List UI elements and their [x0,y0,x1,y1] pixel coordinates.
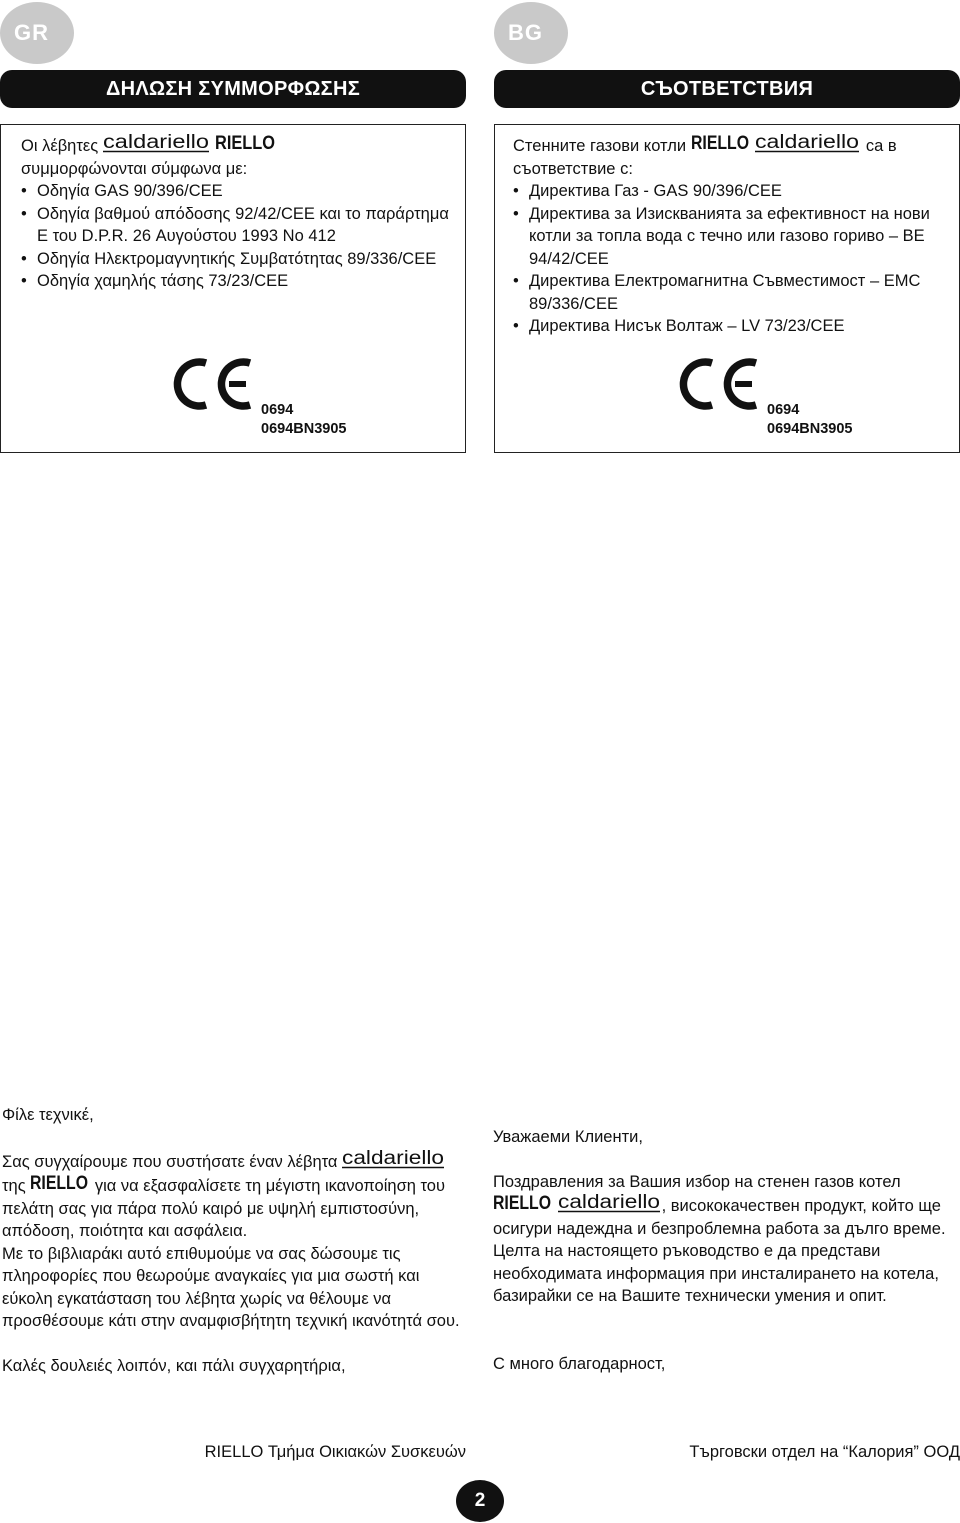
certificate-code: 0694BN3905 [261,421,347,437]
declaration-intro: Οι λέβητες caldariello RIELLO συμμορφώνονται σύμφωνα με: [21,132,276,178]
directive-item: • Οδηγία βαθμού απόδοσης 92/42/CEE και το παράρτημα E του D.P.R. 26 Αυγούστου 1993 No 412 [21,203,451,248]
riello-logo [691,133,751,153]
svg-text:RIELLO: RIELLO [493,1193,551,1214]
directive-list [513,180,945,338]
letter-paragraph: Целта на настоящето ръководство е да представи необходимата информация при инсталирането на котела, базирайки се на Вашите технически умения и опит. [493,1242,939,1305]
declaration-intro: Стенните газови котли RIELLO caldariello са в съответствие с: [513,132,897,178]
letter-greeting: Φίλε τεχνικέ, [2,1106,94,1124]
language-badge-gr: GR [0,2,74,64]
svg-text:RIELLO: RIELLO [215,133,276,154]
directive-item: • Директива Нисък Волтаж – LV 73/23/CEE [513,315,945,338]
letter-paragraph: Σας συγχαίρουμε που συστήσατε έναν λέβητα caldariello της RIELLO για να εξασφαλίσετε τη μέγιστη ικανοποίηση του πελάτη σας για πάρα πολύ καιρό με υψηλή εμπιστοσύνη, απόδοση, ποιότητα και ασφάλεια. [2,1147,445,1240]
notified-body-number: 0694 [767,402,800,418]
riello-logo [215,133,277,153]
letter-greek [2,1104,468,1377]
svg-text:caldariello: caldariello [102,132,209,153]
svg-text:caldariello: caldariello [342,1147,445,1169]
letter-bulgarian [493,1126,960,1375]
letter-paragraph: Поздравления за Вашия избор на стенен газов котел RIELLO caldariello , висококачествен продукт, който ще осигури надеждна и безпроблемна работа за дълго време. [493,1172,946,1238]
svg-text:caldariello: caldariello [557,1192,660,1213]
svg-text:RIELLO: RIELLO [30,1173,89,1194]
caldariello-logo [342,1149,446,1169]
ce-marking [681,355,881,445]
riello-logo [30,1173,90,1193]
letter-closing: Καλές δουλειές λοιπόν, και πάλι συγχαρητήρια, [2,1356,346,1375]
section-header-declaration: ΔΗΛΩΣΗ ΣΥΜΜΟΡΦΩΣΗΣ [0,70,466,108]
certificate-code: 0694BN3905 [767,421,853,437]
caldariello-logo [103,133,211,153]
directive-item: • Οδηγία χαμηλής τάσης 73/23/CEE [21,270,451,293]
directive-item: • Директива Електромагнитна Съвместимост – EMC 89/336/CEE [513,270,945,315]
letter-signature: RIELLO Τμήμα Οικιακών Συσκευών [204,1443,466,1461]
notified-body-number: 0694 [261,402,294,418]
page-number: 2 [456,1480,504,1522]
caldariello-logo [558,1193,662,1213]
ce-mark-icon [681,355,761,413]
directive-item: • Οδηγία GAS 90/396/CEE [21,180,451,203]
directive-item: • Директива Газ - GAS 90/396/CEE [513,180,945,203]
declaration-box [494,124,960,453]
directive-list [21,180,451,293]
section-header-declaration: СЪОТВЕТСТВИЯ [494,70,960,108]
language-badge-bg: BG [494,2,568,64]
caldariello-logo [755,133,861,153]
declaration-box [0,124,466,453]
letter-closing: С много благодарност, [493,1354,666,1373]
letter-paragraph: Με το βιβλιαράκι αυτό επιθυμούμε να σας δώσουμε τις πληροφορίες που θεωρούμε αναγκαίες για μια σωστή και εύκολη εγκατάσταση του λέβητα χωρίς να θέλουμε να προσθέσουμε κάτι στην αναμφισβήτητη τεχνική ικανότητά σου. [2,1244,460,1330]
svg-text:RIELLO: RIELLO [690,133,749,154]
riello-logo [493,1193,553,1213]
letter-greeting: Уважаеми Клиенти, [493,1128,643,1146]
directive-item: • Директива за Изискванията за ефективност на нови котли за топла вода с течно или газово гориво – ВЕ 94/42/CEE [513,203,945,271]
ce-mark-icon [175,355,255,413]
letter-signature: Търговски отдел на “Калория” ООД [689,1443,960,1461]
directive-item: • Οδηγία Ηλεκτρομαγνητικής Συμβατότητας 89/336/CEE [21,248,451,271]
ce-marking [175,355,375,445]
svg-text:caldariello: caldariello [755,132,860,153]
